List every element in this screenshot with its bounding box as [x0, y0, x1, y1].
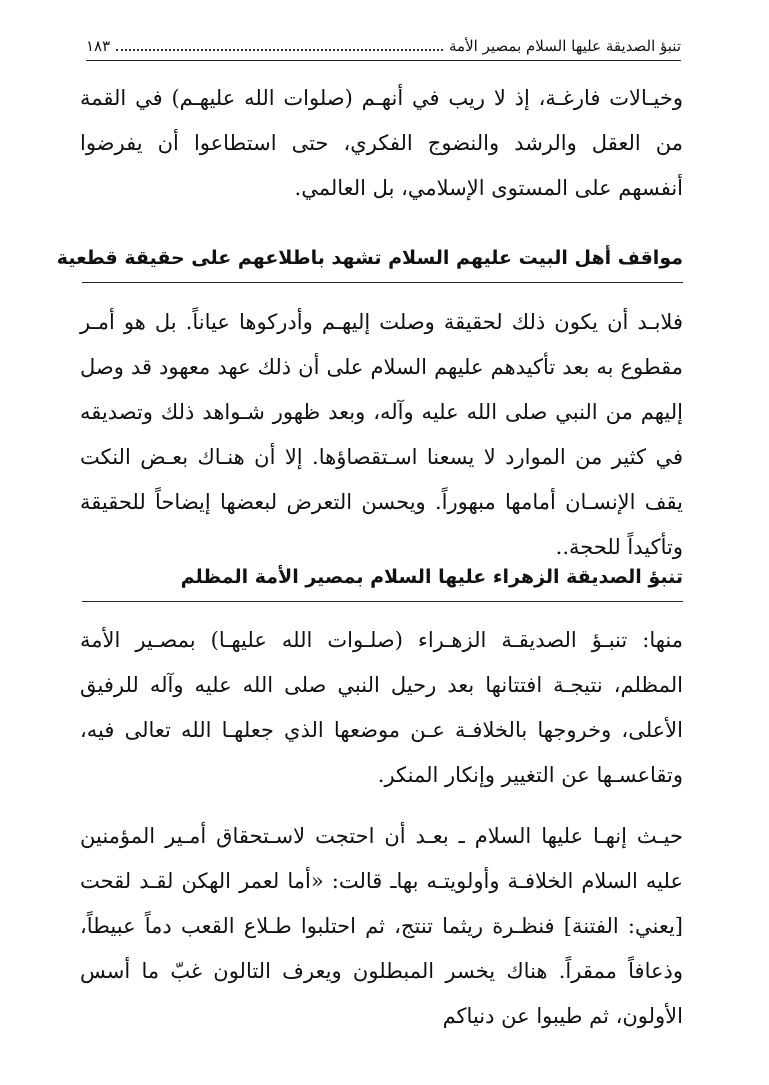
paragraph-1: وخيـالات فارغـة، إذ لا ريب في أنهـم (صلوات الله عليهـم) في القمة من العقل والرشد والنضوج الفكري، حتى استطاعوا أن يفرضوا أنفسهم على المستوى الإسلامي، بل العالمي.	[80, 86, 683, 200]
section-heading-2-rule	[82, 601, 683, 602]
page-number: ١٨٣	[86, 37, 111, 55]
section-heading-1-rule	[82, 282, 683, 283]
section-heading-2-text: تنبؤ الصديقة الزهراء عليها السلام بمصير الأمة المظلم	[180, 566, 683, 588]
section-heading-1-text: مواقف أهل البيت عليهم السلام تشهد باطلاعهم على حقيقة قطعية	[56, 247, 683, 269]
running-head-title: تنبؤ الصديقة عليها السلام بمصير الأمة	[449, 37, 681, 55]
paragraph-4: حيـث إنهـا عليها السلام ـ بعـد أن احتجت لاسـتحقاق أمـير المؤمنين عليه السلام الخلافـة وأولويتـه بهاـ قالت: «أما لعمر الهكن لقـد لقحت [يعني: الفتنة] فنظـرة ريثما تنتج، ثم احتلبوا طـلاع القعب دماً عبيطاً، وذعافاً ممقراً. هناك يخسر المبطلون ويعرف التالون غبّ ما أسس الأولون، ثم طيبوا عن دنياكم	[80, 824, 683, 1028]
leader-dots	[116, 49, 443, 51]
paragraph-2: فلابـد أن يكون ذلك لحقيقة وصلت إليهـم وأدركوها عياناً. بل هو أمـر مقطوع به بعد تأكيدهم عليهم السلام على أن ذلك عهد معهود قد وصل إليهم من النبي صلى الله عليه وآله، وبعد ظهور شـواهد ذلك وتصديقه في كثير من الموارد لا يسعنا اسـتقصاؤها. إلا أن هنـاك بعـض النكت يقف الإنسـان أمامها مبهوراً. ويحسن التعرض لبعضها إيضاحاً للحقيقة وتأكيداً للحجة..	[80, 310, 683, 559]
paragraph-3: منها: تنبـؤ الصديقـة الزهـراء (صلـوات الله عليهـا) بمصـير الأمة المظلم، نتيجـة افتتانها بعد رحيل النبي صلى الله عليه وآله للرفيق الأعلى، وخروجها بالخلافـة عـن موضعها الذي جعلهـا الله تعالى فيه، وتقاعسـها عن التغيير وإنكار المنكر.	[80, 628, 683, 787]
section-heading-1	[56, 243, 683, 283]
running-head	[86, 30, 681, 56]
section-heading-2	[82, 562, 683, 602]
header-rule	[86, 60, 681, 61]
